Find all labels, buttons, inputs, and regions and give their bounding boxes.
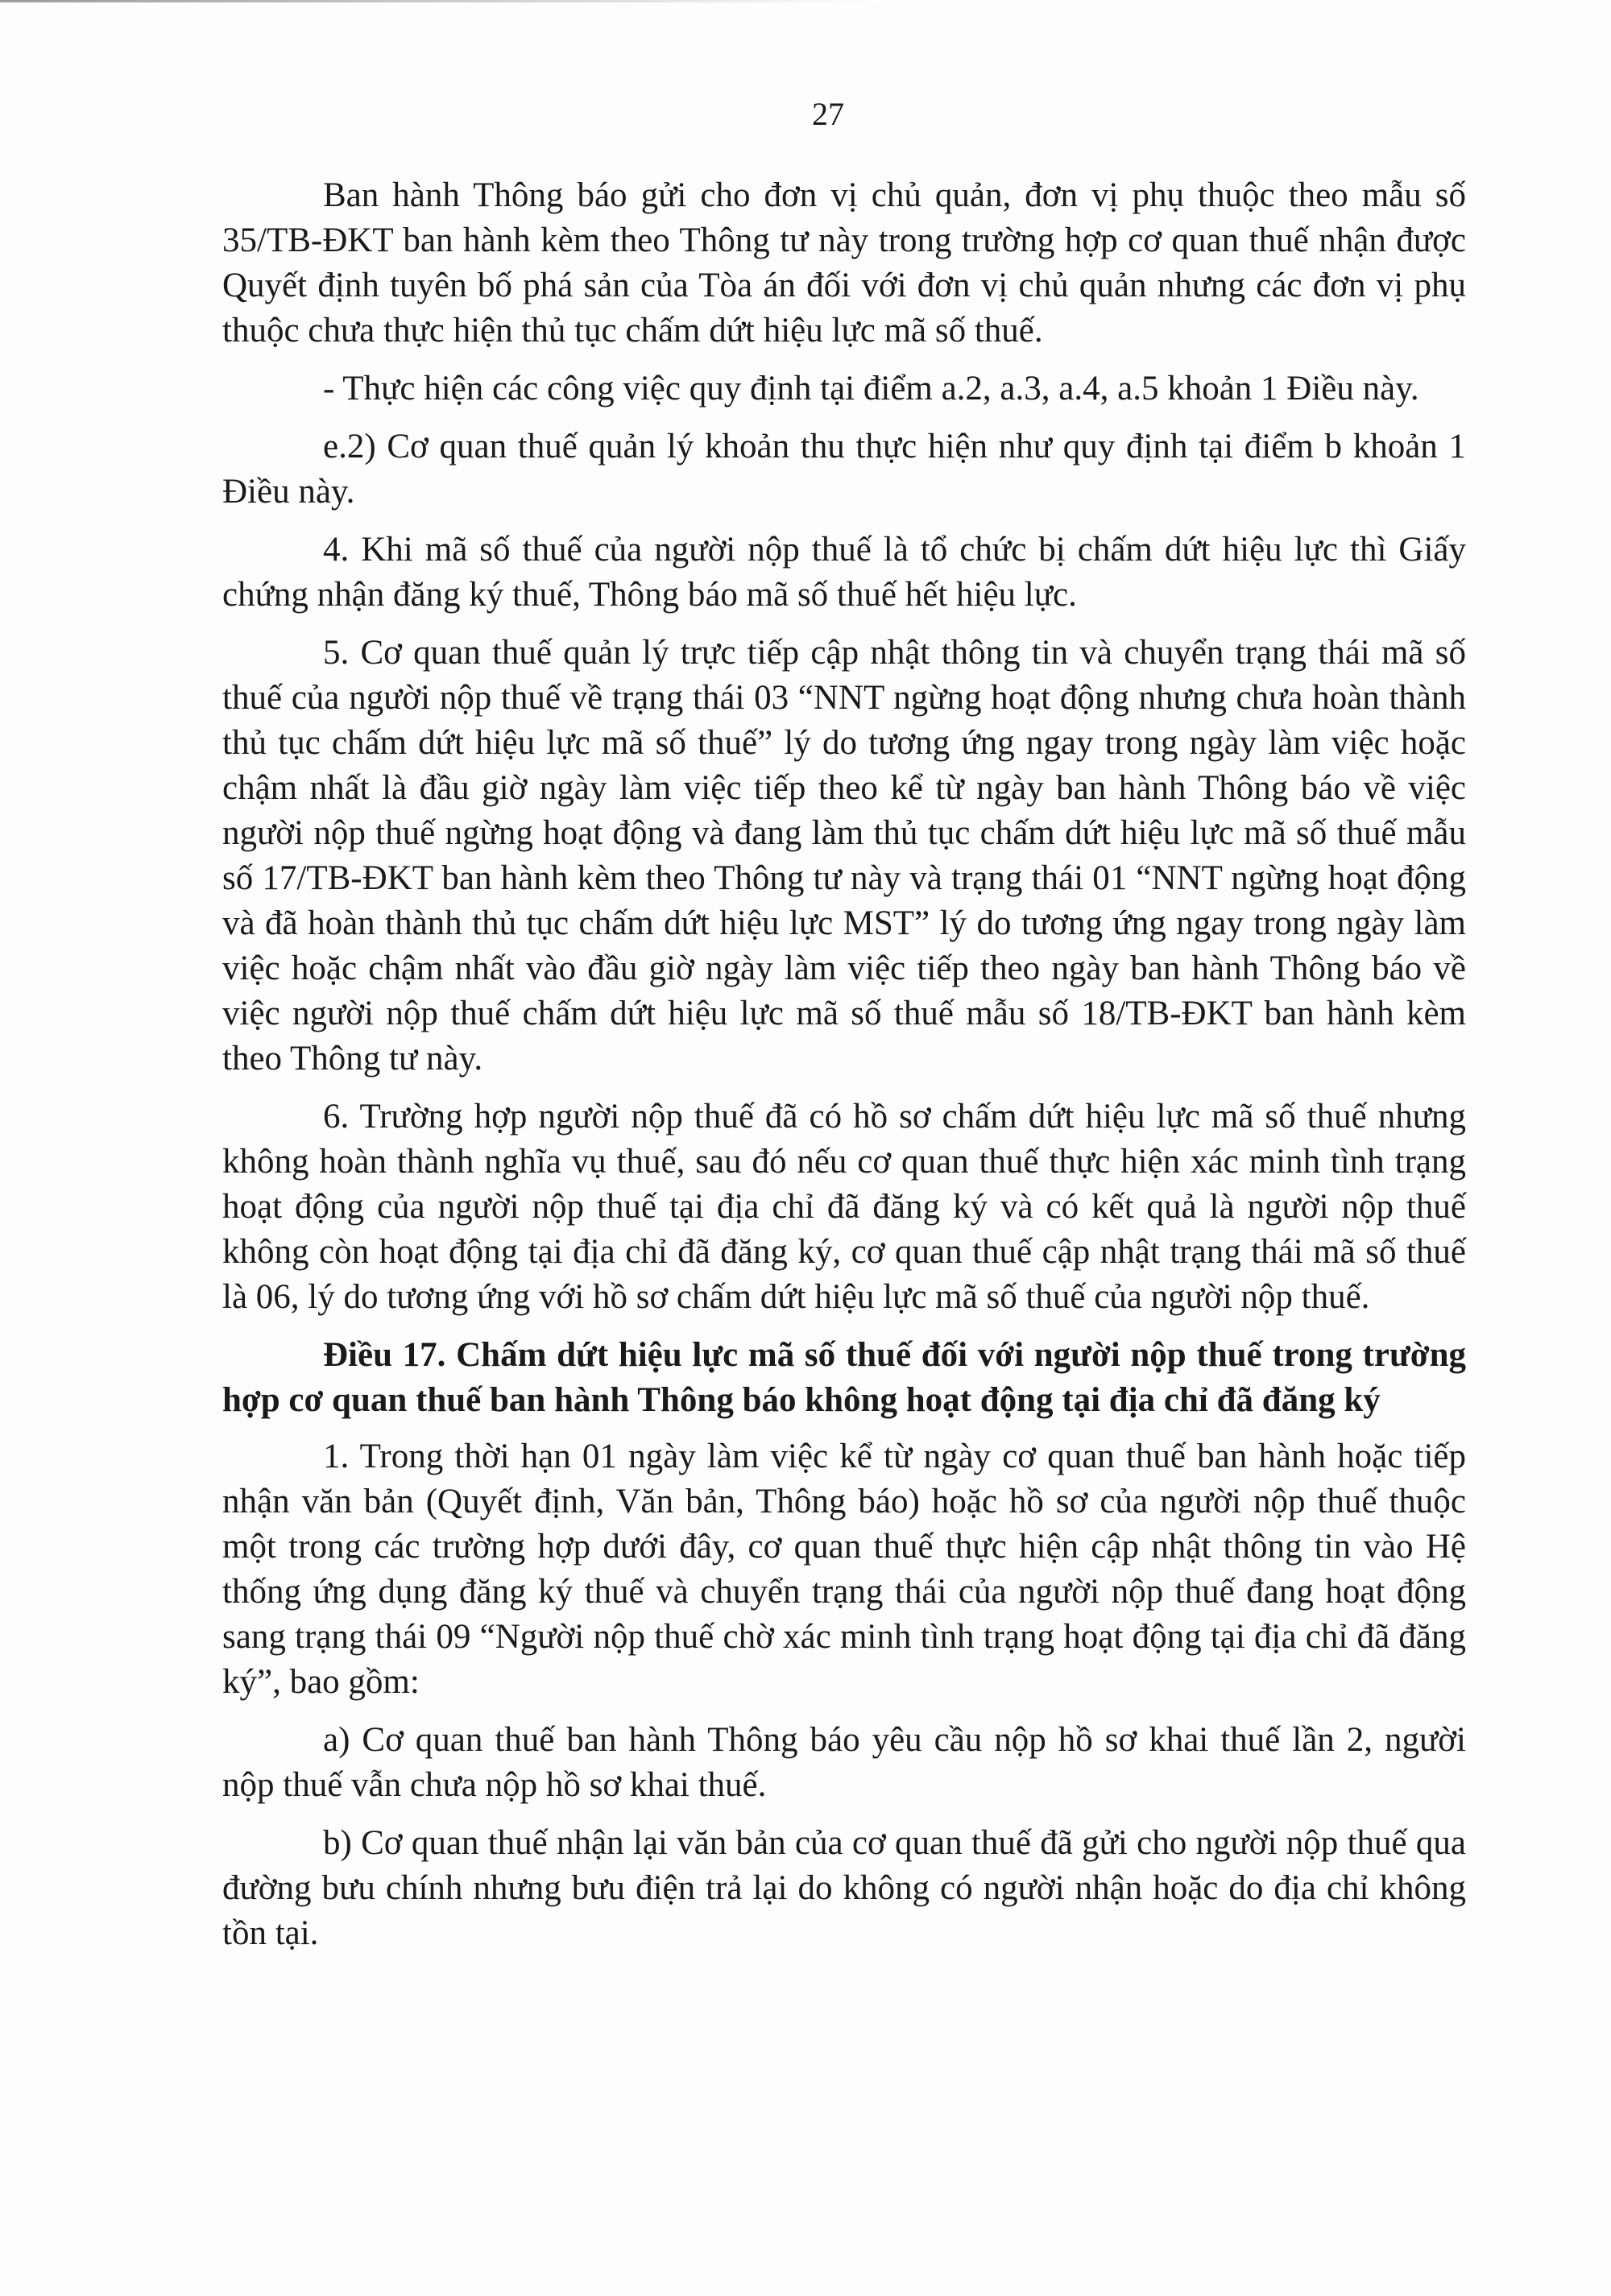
document-body xyxy=(222,173,1466,1969)
top-scan-edge xyxy=(0,0,1611,2)
article-17-clause-1: 1. Trong thời hạn 01 ngày làm việc kể từ ngày cơ quan thuế ban hành hoặc tiếp nhận văn bản (Quyết định, Văn bản, Thông báo) hoặc hồ sơ của người nộp thuế thuộc một trong các trường hợp dưới đây, cơ quan thuế thực hiện cập nhật thông tin vào Hệ thống ứng dụng đăng ký thuế và chuyển trạng thái của người nộp thuế đang hoạt động sang trạng thái 09 “Người nộp thuế chờ xác minh tình trạng hoạt động tại địa chỉ đã đăng ký”, bao gồm: xyxy=(222,1438,1466,1701)
paragraph-4: 4. Khi mã số thuế của người nộp thuế là tổ chức bị chấm dứt hiệu lực thì Giấy chứng nhận đăng ký thuế, Thông báo mã số thuế hết hiệu lực. xyxy=(222,531,1466,614)
page-number: 27 xyxy=(812,96,844,132)
paragraph-notice-issuance: Ban hành Thông báo gửi cho đơn vị chủ quản, đơn vị phụ thuộc theo mẫu số 35/TB-ĐKT ban hành kèm theo Thông tư này trong trường hợp cơ quan thuế nhận được Quyết định tuyên bố phá sản của Tòa án đối với đơn vị chủ quản nhưng các đơn vị phụ thuộc chưa thực hiện thủ tục chấm dứt hiệu lực mã số thuế. xyxy=(222,176,1466,350)
paragraph-perform-tasks: - Thực hiện các công việc quy định tại điểm a.2, a.3, a.4, a.5 khoản 1 Điều này. xyxy=(323,370,1419,407)
article-17-heading: Điều 17. Chấm dứt hiệu lực mã số thuế đối với người nộp thuế trong trường hợp cơ quan thuế ban hành Thông báo không hoạt động tại địa chỉ đã đăng ký xyxy=(222,1336,1466,1419)
paragraph-6: 6. Trường hợp người nộp thuế đã có hồ sơ chấm dứt hiệu lực mã số thuế nhưng không hoàn thành nghĩa vụ thuế, sau đó nếu cơ quan thuế thực hiện xác minh tình trạng hoạt động của người nộp thuế tại địa chỉ đã đăng ký và có kết quả là người nộp thuế không còn hoạt động tại địa chỉ đã đăng ký, cơ quan thuế cập nhật trạng thái mã số thuế là 06, lý do tương ứng với hồ sơ chấm dứt hiệu lực mã số thuế của người nộp thuế. xyxy=(222,1098,1466,1316)
article-17-point-b: b) Cơ quan thuế nhận lại văn bản của cơ quan thuế đã gửi cho người nộp thuế qua đường bưu chính nhưng bưu điện trả lại do không có người nhận hoặc do địa chỉ không tồn tại. xyxy=(222,1824,1466,1952)
article-17-point-a: a) Cơ quan thuế ban hành Thông báo yêu cầu nộp hồ sơ khai thuế lần 2, người nộp thuế vẫn chưa nộp hồ sơ khai thuế. xyxy=(222,1721,1466,1804)
paragraph-e2: e.2) Cơ quan thuế quản lý khoản thu thực hiện như quy định tại điểm b khoản 1 Điều này. xyxy=(222,428,1466,511)
paragraph-5: 5. Cơ quan thuế quản lý trực tiếp cập nhật thông tin và chuyển trạng thái mã số thuế của người nộp thuế về trạng thái 03 “NNT ngừng hoạt động nhưng chưa hoàn thành thủ tục chấm dứt hiệu lực mã số thuế” lý do tương ứng ngay trong ngày làm việc hoặc chậm nhất là đầu giờ ngày làm việc tiếp theo kể từ ngày ban hành Thông báo về việc người nộp thuế ngừng hoạt động và đang làm thủ tục chấm dứt hiệu lực mã số thuế mẫu số 17/TB-ĐKT ban hành kèm theo Thông tư này và trạng thái 01 “NNT ngừng hoạt động và đã hoàn thành thủ tục chấm dứt hiệu lực MST” lý do tương ứng ngay trong ngày làm việc hoặc chậm nhất vào đầu giờ ngày làm việc tiếp theo ngày ban hành Thông báo về việc người nộp thuế chấm dứt hiệu lực mã số thuế mẫu số 18/TB-ĐKT ban hành kèm theo Thông tư này. xyxy=(222,634,1466,1078)
